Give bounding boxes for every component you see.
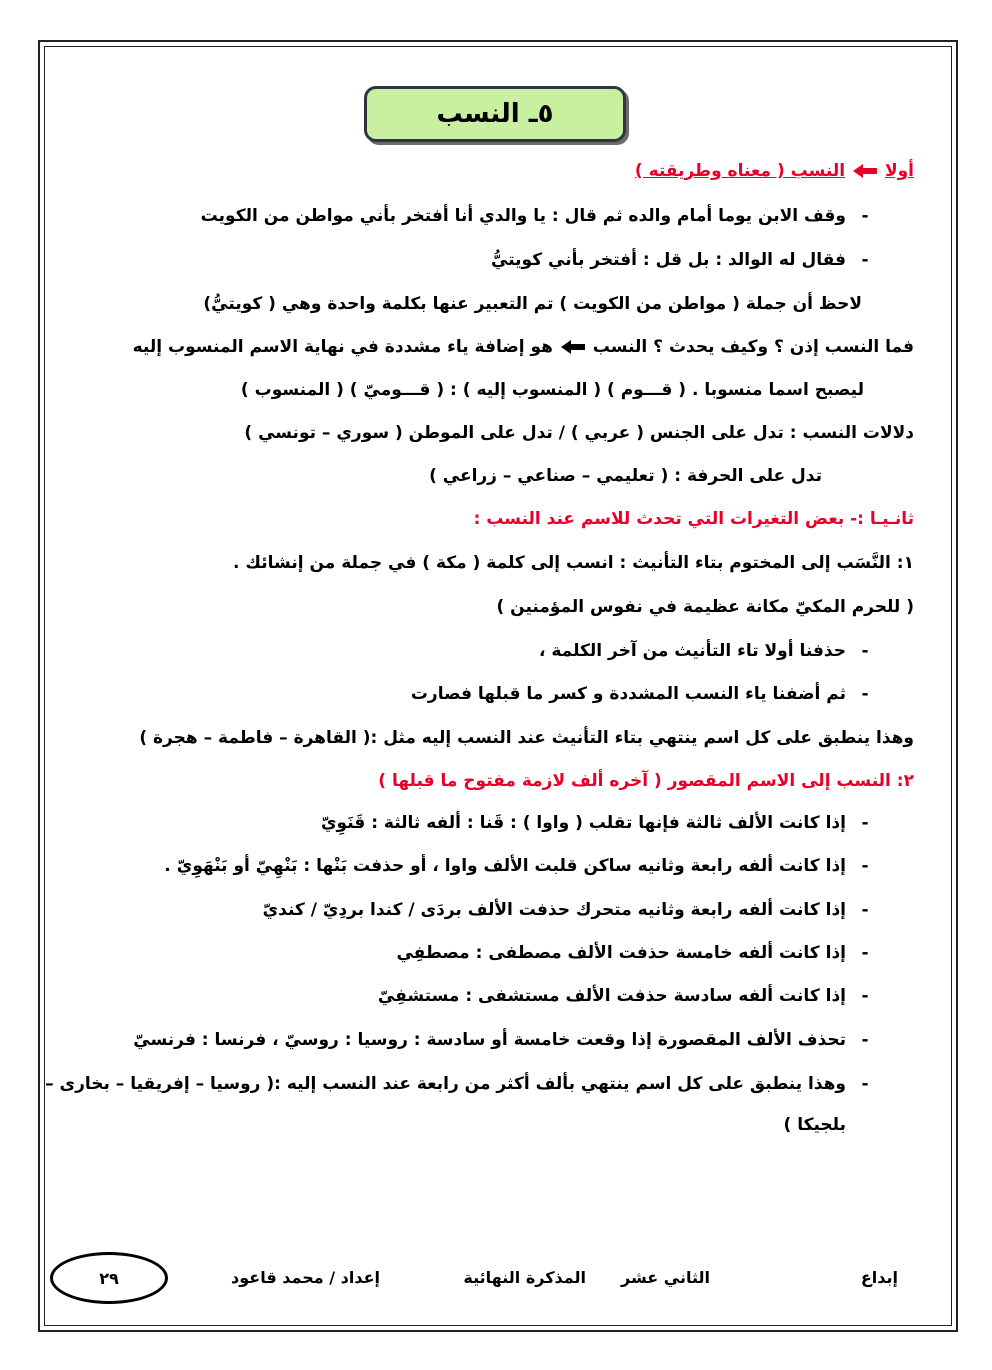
paragraph-line: ليصبح اسما منسوبا . ( قـــوم ) ( المنسوب إليه ) : ( قـــوميّ ) ( المنسوب ): [240, 380, 864, 400]
paragraph-line: - وقف الابن يوما أمام والده ثم قال : يا والدي أنا أفتخر بأني مواطن من الكويت: [60, 203, 884, 229]
section-3-heading: ٢: النسب إلى الاسم المقصور ( آخره ألف لازمة مفتوح ما قبلها ): [378, 771, 914, 791]
list-item: - ثم أضفنا ياء النسب المشددة و كسر ما قبلها فصارت: [60, 681, 884, 707]
paragraph-line: ( للحرم المكيّ مكانة عظيمة في نفوس المؤمنين ): [496, 597, 914, 617]
page-number: ٢٩: [50, 1252, 168, 1304]
section-1-heading-text: النسب ( معناه وطريقته ): [634, 161, 846, 181]
footer-author: إعداد / محمد قاعود: [231, 1268, 380, 1287]
list-item: - إذا كانت ألفه رابعة وثانيه متحرك حذفت الألف بردَى / كندا بردِيّ / كنديّ: [60, 897, 884, 923]
paragraph-line: تدل على الحرفة : ( تعليمي – صناعي – زراعي ): [429, 466, 822, 486]
paragraph-line: لاحظ أن جملة ( مواطن من الكويت ) تم التعبير عنها بكلمة واحدة وهي ( كويتيُّ): [203, 294, 862, 314]
list-item: - إذا كانت ألفه رابعة وثانيه ساكن قلبت الألف واوا ، أو حذفت بَنْها : بَنْهِيّ أو بَنْهَوِيّ .: [60, 853, 884, 879]
footer-booklet: المذكرة النهائية: [463, 1268, 586, 1287]
section-2-heading: ثانـيـا :- بعض التغيرات التي تحدث للاسم عند النسب :: [473, 509, 914, 529]
paragraph-line: بلجيكا ): [783, 1115, 846, 1135]
definition-line: فما النسب إذن ؟ وكيف يحدث ؟ النسب هو إضافة ياء مشددة في نهاية الاسم المنسوب إليه: [132, 337, 914, 357]
arrow-left-icon: [561, 340, 585, 354]
list-item: - وهذا ينطبق على كل اسم ينتهي بألف أكثر من رابعة عند النسب إليه :( روسيا – إفريقيا – بخارى –: [60, 1071, 884, 1097]
list-item: - إذا كانت ألفه خامسة حذفت الألف مصطفى : مصطفِي: [60, 940, 884, 966]
list-item: - إذا كانت الألف ثالثة فإنها تقلب ( واوا ) : قَنا : ألفه ثالثة : قَنَوِيّ: [60, 810, 884, 836]
list-item: - حذفنا أولا تاء التأنيث من آخر الكلمة ،: [60, 638, 884, 664]
paragraph-line: وهذا ينطبق على كل اسم ينتهي بتاء التأنيث عند النسب إليه مثل :( القاهرة – فاطمة – هجرة ): [139, 728, 914, 748]
arrow-left-icon: [853, 164, 877, 178]
paragraph-line: - فقال له الوالد : بل قل : أفتخر بأني كويتيُّ: [60, 247, 884, 273]
footer-brand: إبداع: [860, 1268, 898, 1287]
paragraph-line: ١: النَّسَب إلى المختوم بتاء التأنيث : انسب إلى كلمة ( مكة ) في جملة من إنشائك .: [233, 553, 914, 573]
section-1-heading-prefix: أولا: [884, 161, 914, 181]
footer-grade: الثاني عشر: [621, 1268, 710, 1287]
section-1-heading: [60, 158, 914, 184]
list-item: - تحذف الألف المقصورة إذا وقعت خامسة أو سادسة : روسيا : روسيّ ، فرنسا : فرنسيّ: [60, 1027, 884, 1053]
list-item: - إذا كانت ألفه سادسة حذفت الألف مستشفى : مستشفِيّ: [60, 983, 884, 1009]
paragraph-line: دلالات النسب : تدل على الجنس ( عربي ) / تدل على الموطن ( سوري – تونسي ): [244, 423, 914, 443]
page-title: ٥ـ النسب: [364, 86, 626, 142]
